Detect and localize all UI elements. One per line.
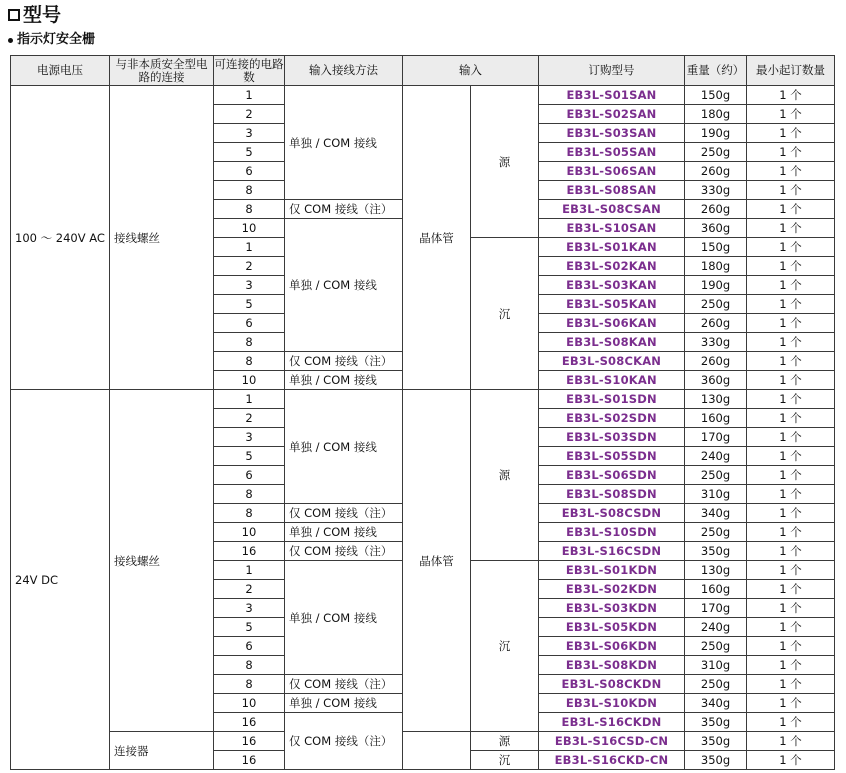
circuits-cell: 16 <box>214 542 285 561</box>
min-order-cell: 1 个 <box>747 428 835 447</box>
input-type-cell <box>403 732 471 770</box>
min-order-cell: 1 个 <box>747 162 835 181</box>
connection-cell: 连接器 <box>110 732 214 770</box>
bullet-icon <box>8 38 13 43</box>
header-voltage: 电源电压 <box>11 56 110 86</box>
model-cell: EB3L-S08KDN <box>539 656 685 675</box>
circuits-cell: 3 <box>214 124 285 143</box>
min-order-cell: 1 个 <box>747 675 835 694</box>
voltage-cell: 100 ～ 240V AC <box>11 86 110 390</box>
circuits-cell: 6 <box>214 162 285 181</box>
header-min-order: 最小起订数量 <box>747 56 835 86</box>
weight-cell: 250g <box>685 466 747 485</box>
model-cell: EB3L-S03KDN <box>539 599 685 618</box>
weight-cell: 340g <box>685 504 747 523</box>
circuits-cell: 8 <box>214 485 285 504</box>
weight-cell: 260g <box>685 352 747 371</box>
table-header-row <box>11 56 835 86</box>
circuits-cell: 6 <box>214 637 285 656</box>
weight-cell: 330g <box>685 333 747 352</box>
circuits-cell: 2 <box>214 580 285 599</box>
weight-cell: 250g <box>685 523 747 542</box>
circuits-cell: 5 <box>214 618 285 637</box>
weight-cell: 360g <box>685 371 747 390</box>
wiring-cell: 单独 / COM 接线 <box>285 371 403 390</box>
table-row <box>11 732 835 751</box>
page-title <box>8 3 61 27</box>
weight-cell: 240g <box>685 447 747 466</box>
model-cell: EB3L-S06KDN <box>539 637 685 656</box>
circuits-cell: 8 <box>214 352 285 371</box>
wiring-cell: 仅 COM 接线（注） <box>285 200 403 219</box>
weight-cell: 350g <box>685 542 747 561</box>
circuits-cell: 16 <box>214 713 285 732</box>
circuits-cell: 16 <box>214 751 285 770</box>
model-cell: EB3L-S16CKD-CN <box>539 751 685 770</box>
min-order-cell: 1 个 <box>747 485 835 504</box>
min-order-cell: 1 个 <box>747 732 835 751</box>
model-cell: EB3L-S16CSD-CN <box>539 732 685 751</box>
weight-cell: 130g <box>685 390 747 409</box>
model-cell: EB3L-S08CSAN <box>539 200 685 219</box>
circuits-cell: 5 <box>214 295 285 314</box>
weight-cell: 350g <box>685 732 747 751</box>
circuits-cell: 3 <box>214 276 285 295</box>
polarity-cell: 源 <box>471 732 539 751</box>
min-order-cell: 1 个 <box>747 86 835 105</box>
min-order-cell: 1 个 <box>747 314 835 333</box>
min-order-cell: 1 个 <box>747 466 835 485</box>
weight-cell: 150g <box>685 238 747 257</box>
circuits-cell: 8 <box>214 504 285 523</box>
header-wiring: 输入接线方法 <box>285 56 403 86</box>
model-cell: EB3L-S06SAN <box>539 162 685 181</box>
model-cell: EB3L-S01SDN <box>539 390 685 409</box>
min-order-cell: 1 个 <box>747 143 835 162</box>
model-cell: EB3L-S06SDN <box>539 466 685 485</box>
min-order-cell: 1 个 <box>747 599 835 618</box>
polarity-cell: 沉 <box>471 751 539 770</box>
header-weight: 重量（约） <box>685 56 747 86</box>
weight-cell: 260g <box>685 314 747 333</box>
circuits-cell: 1 <box>214 390 285 409</box>
wiring-cell: 仅 COM 接线（注） <box>285 542 403 561</box>
weight-cell: 350g <box>685 751 747 770</box>
model-cell: EB3L-S08KAN <box>539 333 685 352</box>
model-cell: EB3L-S08CKAN <box>539 352 685 371</box>
min-order-cell: 1 个 <box>747 656 835 675</box>
page-title-text: 型号 <box>23 4 62 26</box>
header-model: 订购型号 <box>539 56 685 86</box>
weight-cell: 190g <box>685 276 747 295</box>
table-row <box>11 86 835 105</box>
model-cell: EB3L-S02SAN <box>539 105 685 124</box>
wiring-cell: 单独 / COM 接线 <box>285 219 403 352</box>
circuits-cell: 3 <box>214 599 285 618</box>
voltage-cell: 24V DC <box>11 390 110 770</box>
min-order-cell: 1 个 <box>747 200 835 219</box>
weight-cell: 250g <box>685 637 747 656</box>
min-order-cell: 1 个 <box>747 124 835 143</box>
weight-cell: 250g <box>685 295 747 314</box>
model-cell: EB3L-S10KDN <box>539 694 685 713</box>
weight-cell: 260g <box>685 200 747 219</box>
weight-cell: 180g <box>685 105 747 124</box>
min-order-cell: 1 个 <box>747 352 835 371</box>
min-order-cell: 1 个 <box>747 181 835 200</box>
model-cell: EB3L-S01KDN <box>539 561 685 580</box>
wiring-cell: 单独 / COM 接线 <box>285 390 403 504</box>
circuits-cell: 10 <box>214 219 285 238</box>
weight-cell: 170g <box>685 428 747 447</box>
circuits-cell: 5 <box>214 447 285 466</box>
circuits-cell: 2 <box>214 105 285 124</box>
weight-cell: 150g <box>685 86 747 105</box>
circuits-cell: 8 <box>214 675 285 694</box>
min-order-cell: 1 个 <box>747 390 835 409</box>
header-connection: 与非本质安全型电路的连接 <box>110 56 214 86</box>
weight-cell: 310g <box>685 485 747 504</box>
weight-cell: 340g <box>685 694 747 713</box>
weight-cell: 260g <box>685 162 747 181</box>
wiring-cell: 单独 / COM 接线 <box>285 523 403 542</box>
polarity-cell: 沉 <box>471 561 539 732</box>
circuits-cell: 10 <box>214 371 285 390</box>
min-order-cell: 1 个 <box>747 257 835 276</box>
circuits-cell: 2 <box>214 409 285 428</box>
circuits-cell: 1 <box>214 561 285 580</box>
circuits-cell: 1 <box>214 238 285 257</box>
weight-cell: 160g <box>685 580 747 599</box>
section-subtitle <box>8 31 95 49</box>
model-cell: EB3L-S02SDN <box>539 409 685 428</box>
model-table <box>10 55 835 770</box>
min-order-cell: 1 个 <box>747 618 835 637</box>
input-type-cell: 晶体管 <box>403 390 471 732</box>
weight-cell: 130g <box>685 561 747 580</box>
wiring-cell: 仅 COM 接线（注） <box>285 675 403 694</box>
checkbox-square-icon <box>8 9 20 21</box>
model-cell: EB3L-S01KAN <box>539 238 685 257</box>
model-cell: EB3L-S02KAN <box>539 257 685 276</box>
min-order-cell: 1 个 <box>747 751 835 770</box>
model-cell: EB3L-S05SAN <box>539 143 685 162</box>
connection-cell: 接线螺丝 <box>110 390 214 732</box>
weight-cell: 160g <box>685 409 747 428</box>
wiring-cell: 单独 / COM 接线 <box>285 561 403 675</box>
circuits-cell: 8 <box>214 181 285 200</box>
min-order-cell: 1 个 <box>747 219 835 238</box>
circuits-cell: 16 <box>214 732 285 751</box>
min-order-cell: 1 个 <box>747 542 835 561</box>
header-circuits: 可连接的电路数 <box>214 56 284 84</box>
circuits-cell: 10 <box>214 694 285 713</box>
model-cell: EB3L-S08SDN <box>539 485 685 504</box>
model-cell: EB3L-S10SDN <box>539 523 685 542</box>
wiring-cell: 仅 COM 接线（注） <box>285 504 403 523</box>
min-order-cell: 1 个 <box>747 105 835 124</box>
min-order-cell: 1 个 <box>747 409 835 428</box>
model-cell: EB3L-S08CKDN <box>539 675 685 694</box>
model-cell: EB3L-S16CSDN <box>539 542 685 561</box>
model-cell: EB3L-S03SDN <box>539 428 685 447</box>
min-order-cell: 1 个 <box>747 694 835 713</box>
circuits-cell: 8 <box>214 333 285 352</box>
header-input: 输入 <box>403 56 539 86</box>
min-order-cell: 1 个 <box>747 371 835 390</box>
weight-cell: 310g <box>685 656 747 675</box>
section-subtitle-text: 指示灯安全栅 <box>17 32 96 47</box>
model-cell: EB3L-S10KAN <box>539 371 685 390</box>
min-order-cell: 1 个 <box>747 333 835 352</box>
model-cell: EB3L-S10SAN <box>539 219 685 238</box>
input-type-cell: 晶体管 <box>403 86 471 390</box>
table-row <box>11 390 835 409</box>
weight-cell: 170g <box>685 599 747 618</box>
min-order-cell: 1 个 <box>747 713 835 732</box>
weight-cell: 360g <box>685 219 747 238</box>
model-cell: EB3L-S03KAN <box>539 276 685 295</box>
weight-cell: 180g <box>685 257 747 276</box>
min-order-cell: 1 个 <box>747 295 835 314</box>
weight-cell: 190g <box>685 124 747 143</box>
model-cell: EB3L-S01SAN <box>539 86 685 105</box>
model-cell: EB3L-S02KDN <box>539 580 685 599</box>
wiring-cell: 仅 COM 接线（注） <box>285 352 403 371</box>
circuits-cell: 5 <box>214 143 285 162</box>
weight-cell: 350g <box>685 713 747 732</box>
weight-cell: 250g <box>685 143 747 162</box>
min-order-cell: 1 个 <box>747 238 835 257</box>
min-order-cell: 1 个 <box>747 580 835 599</box>
weight-cell: 250g <box>685 675 747 694</box>
min-order-cell: 1 个 <box>747 504 835 523</box>
circuits-cell: 6 <box>214 314 285 333</box>
min-order-cell: 1 个 <box>747 561 835 580</box>
min-order-cell: 1 个 <box>747 637 835 656</box>
model-cell: EB3L-S06KAN <box>539 314 685 333</box>
circuits-cell: 8 <box>214 656 285 675</box>
polarity-cell: 源 <box>471 86 539 238</box>
model-cell: EB3L-S16CKDN <box>539 713 685 732</box>
circuits-cell: 3 <box>214 428 285 447</box>
circuits-cell: 10 <box>214 523 285 542</box>
model-cell: EB3L-S05KAN <box>539 295 685 314</box>
min-order-cell: 1 个 <box>747 523 835 542</box>
model-cell: EB3L-S03SAN <box>539 124 685 143</box>
min-order-cell: 1 个 <box>747 276 835 295</box>
model-cell: EB3L-S05SDN <box>539 447 685 466</box>
min-order-cell: 1 个 <box>747 447 835 466</box>
polarity-cell: 源 <box>471 390 539 561</box>
wiring-cell: 单独 / COM 接线 <box>285 86 403 200</box>
wiring-cell: 仅 COM 接线（注） <box>285 713 403 770</box>
wiring-cell: 单独 / COM 接线 <box>285 694 403 713</box>
circuits-cell: 1 <box>214 86 285 105</box>
circuits-cell: 6 <box>214 466 285 485</box>
weight-cell: 240g <box>685 618 747 637</box>
model-cell: EB3L-S08SAN <box>539 181 685 200</box>
connection-cell: 接线螺丝 <box>110 86 214 390</box>
polarity-cell: 沉 <box>471 238 539 390</box>
model-cell: EB3L-S08CSDN <box>539 504 685 523</box>
circuits-cell: 2 <box>214 257 285 276</box>
weight-cell: 330g <box>685 181 747 200</box>
circuits-cell: 8 <box>214 200 285 219</box>
model-cell: EB3L-S05KDN <box>539 618 685 637</box>
